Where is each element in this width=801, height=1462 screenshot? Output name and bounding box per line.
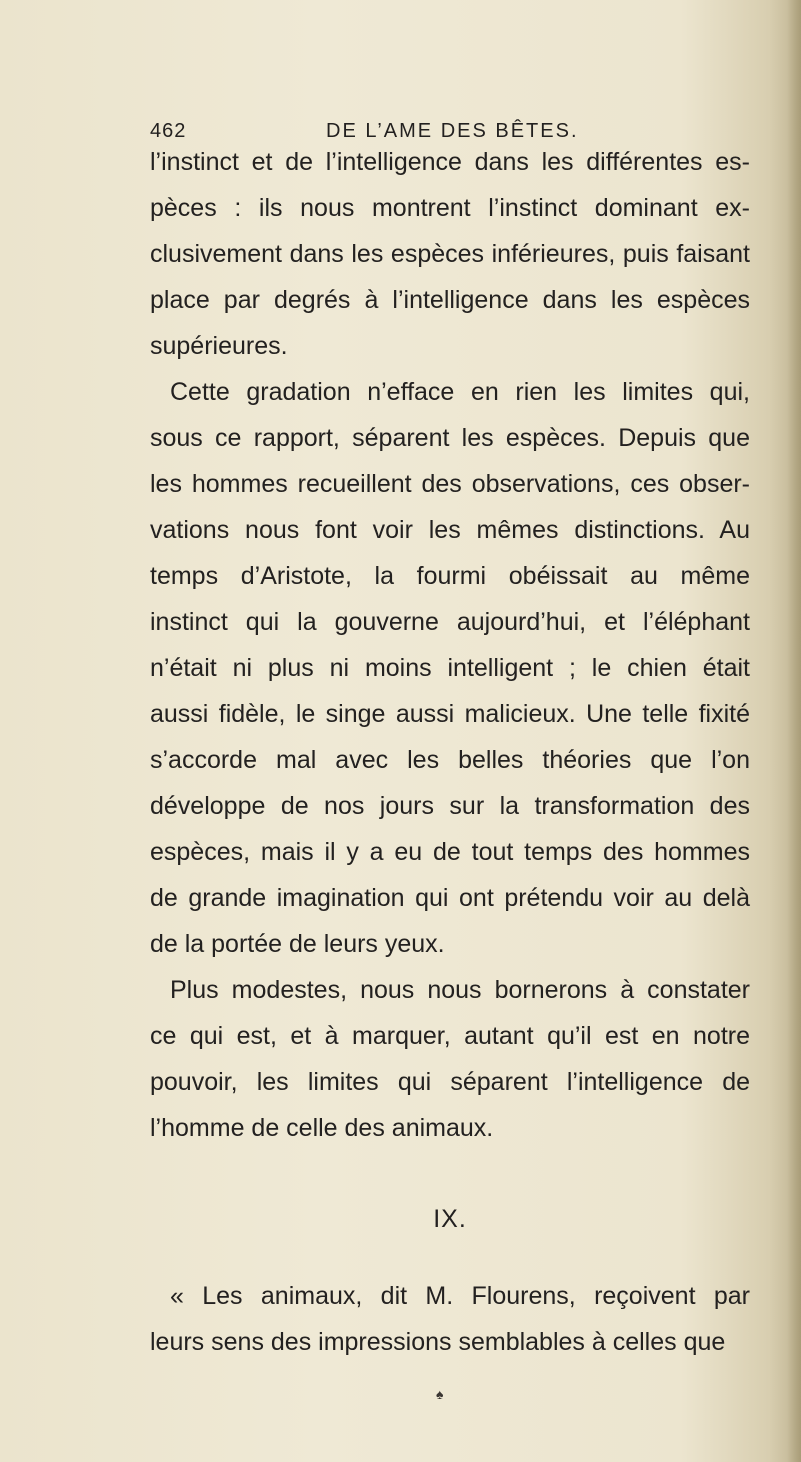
text-line: pouvoir, les limites qui séparent l’intelligence de xyxy=(150,1068,750,1096)
text-line: aussi fidèle, le singe aussi malicieux. Une telle fixité xyxy=(150,700,750,728)
text-line: temps d’Aristote, la fourmi obéissait au même xyxy=(150,562,750,590)
body-text xyxy=(150,139,750,1365)
text-line: développe de nos jours sur la transformation des xyxy=(150,792,750,820)
text-line: sous ce rapport, séparent les espèces. Depuis que xyxy=(150,424,750,452)
text-line: place par degrés à l’intelligence dans les espèces xyxy=(150,286,750,314)
text-line: Cette gradation n’efface en rien les limites qui, xyxy=(170,378,750,406)
text-line: l’homme de celle des animaux. xyxy=(150,1114,494,1142)
text-line: « Les animaux, dit M. Flourens, reçoivent par xyxy=(170,1282,750,1310)
text-line: s’accorde mal avec les belles théories que l’on xyxy=(150,746,750,774)
text-line: de la portée de leurs yeux. xyxy=(150,930,445,958)
text-line: supérieures. xyxy=(150,332,288,360)
text-line: clusivement dans les espèces inférieures, puis faisant xyxy=(150,240,750,268)
page-edge-shadow xyxy=(787,0,801,1462)
text-line: vations nous font voir les mêmes distinctions. Au xyxy=(150,516,750,544)
text-line: l’instinct et de l’intelligence dans les différentes es- xyxy=(150,148,750,176)
text-line: de grande imagination qui ont prétendu voir au delà xyxy=(150,884,750,912)
running-title: DE L’AME DES BÊTES. xyxy=(326,120,579,142)
text-line: n’était ni plus ni moins intelligent ; le chien était xyxy=(150,654,750,682)
footer-ornament-icon: ♠ xyxy=(436,1386,444,1402)
page-number: 462 xyxy=(150,120,187,142)
text-line: pèces : ils nous montrent l’instinct dominant ex- xyxy=(150,194,750,222)
text-line: Plus modestes, nous nous bornerons à constater xyxy=(170,976,750,1004)
text-line: leurs sens des impressions semblables à celles que xyxy=(150,1328,726,1356)
text-line: espèces, mais il y a eu de tout temps des hommes xyxy=(150,838,750,866)
text-line: ce qui est, et à marquer, autant qu’il est en notre xyxy=(150,1022,750,1050)
text-line: instinct qui la gouverne aujourd’hui, et l’éléphant xyxy=(150,608,750,636)
text-line: les hommes recueillent des observations, ces obser- xyxy=(150,470,750,498)
section-heading: IX. xyxy=(433,1205,467,1233)
